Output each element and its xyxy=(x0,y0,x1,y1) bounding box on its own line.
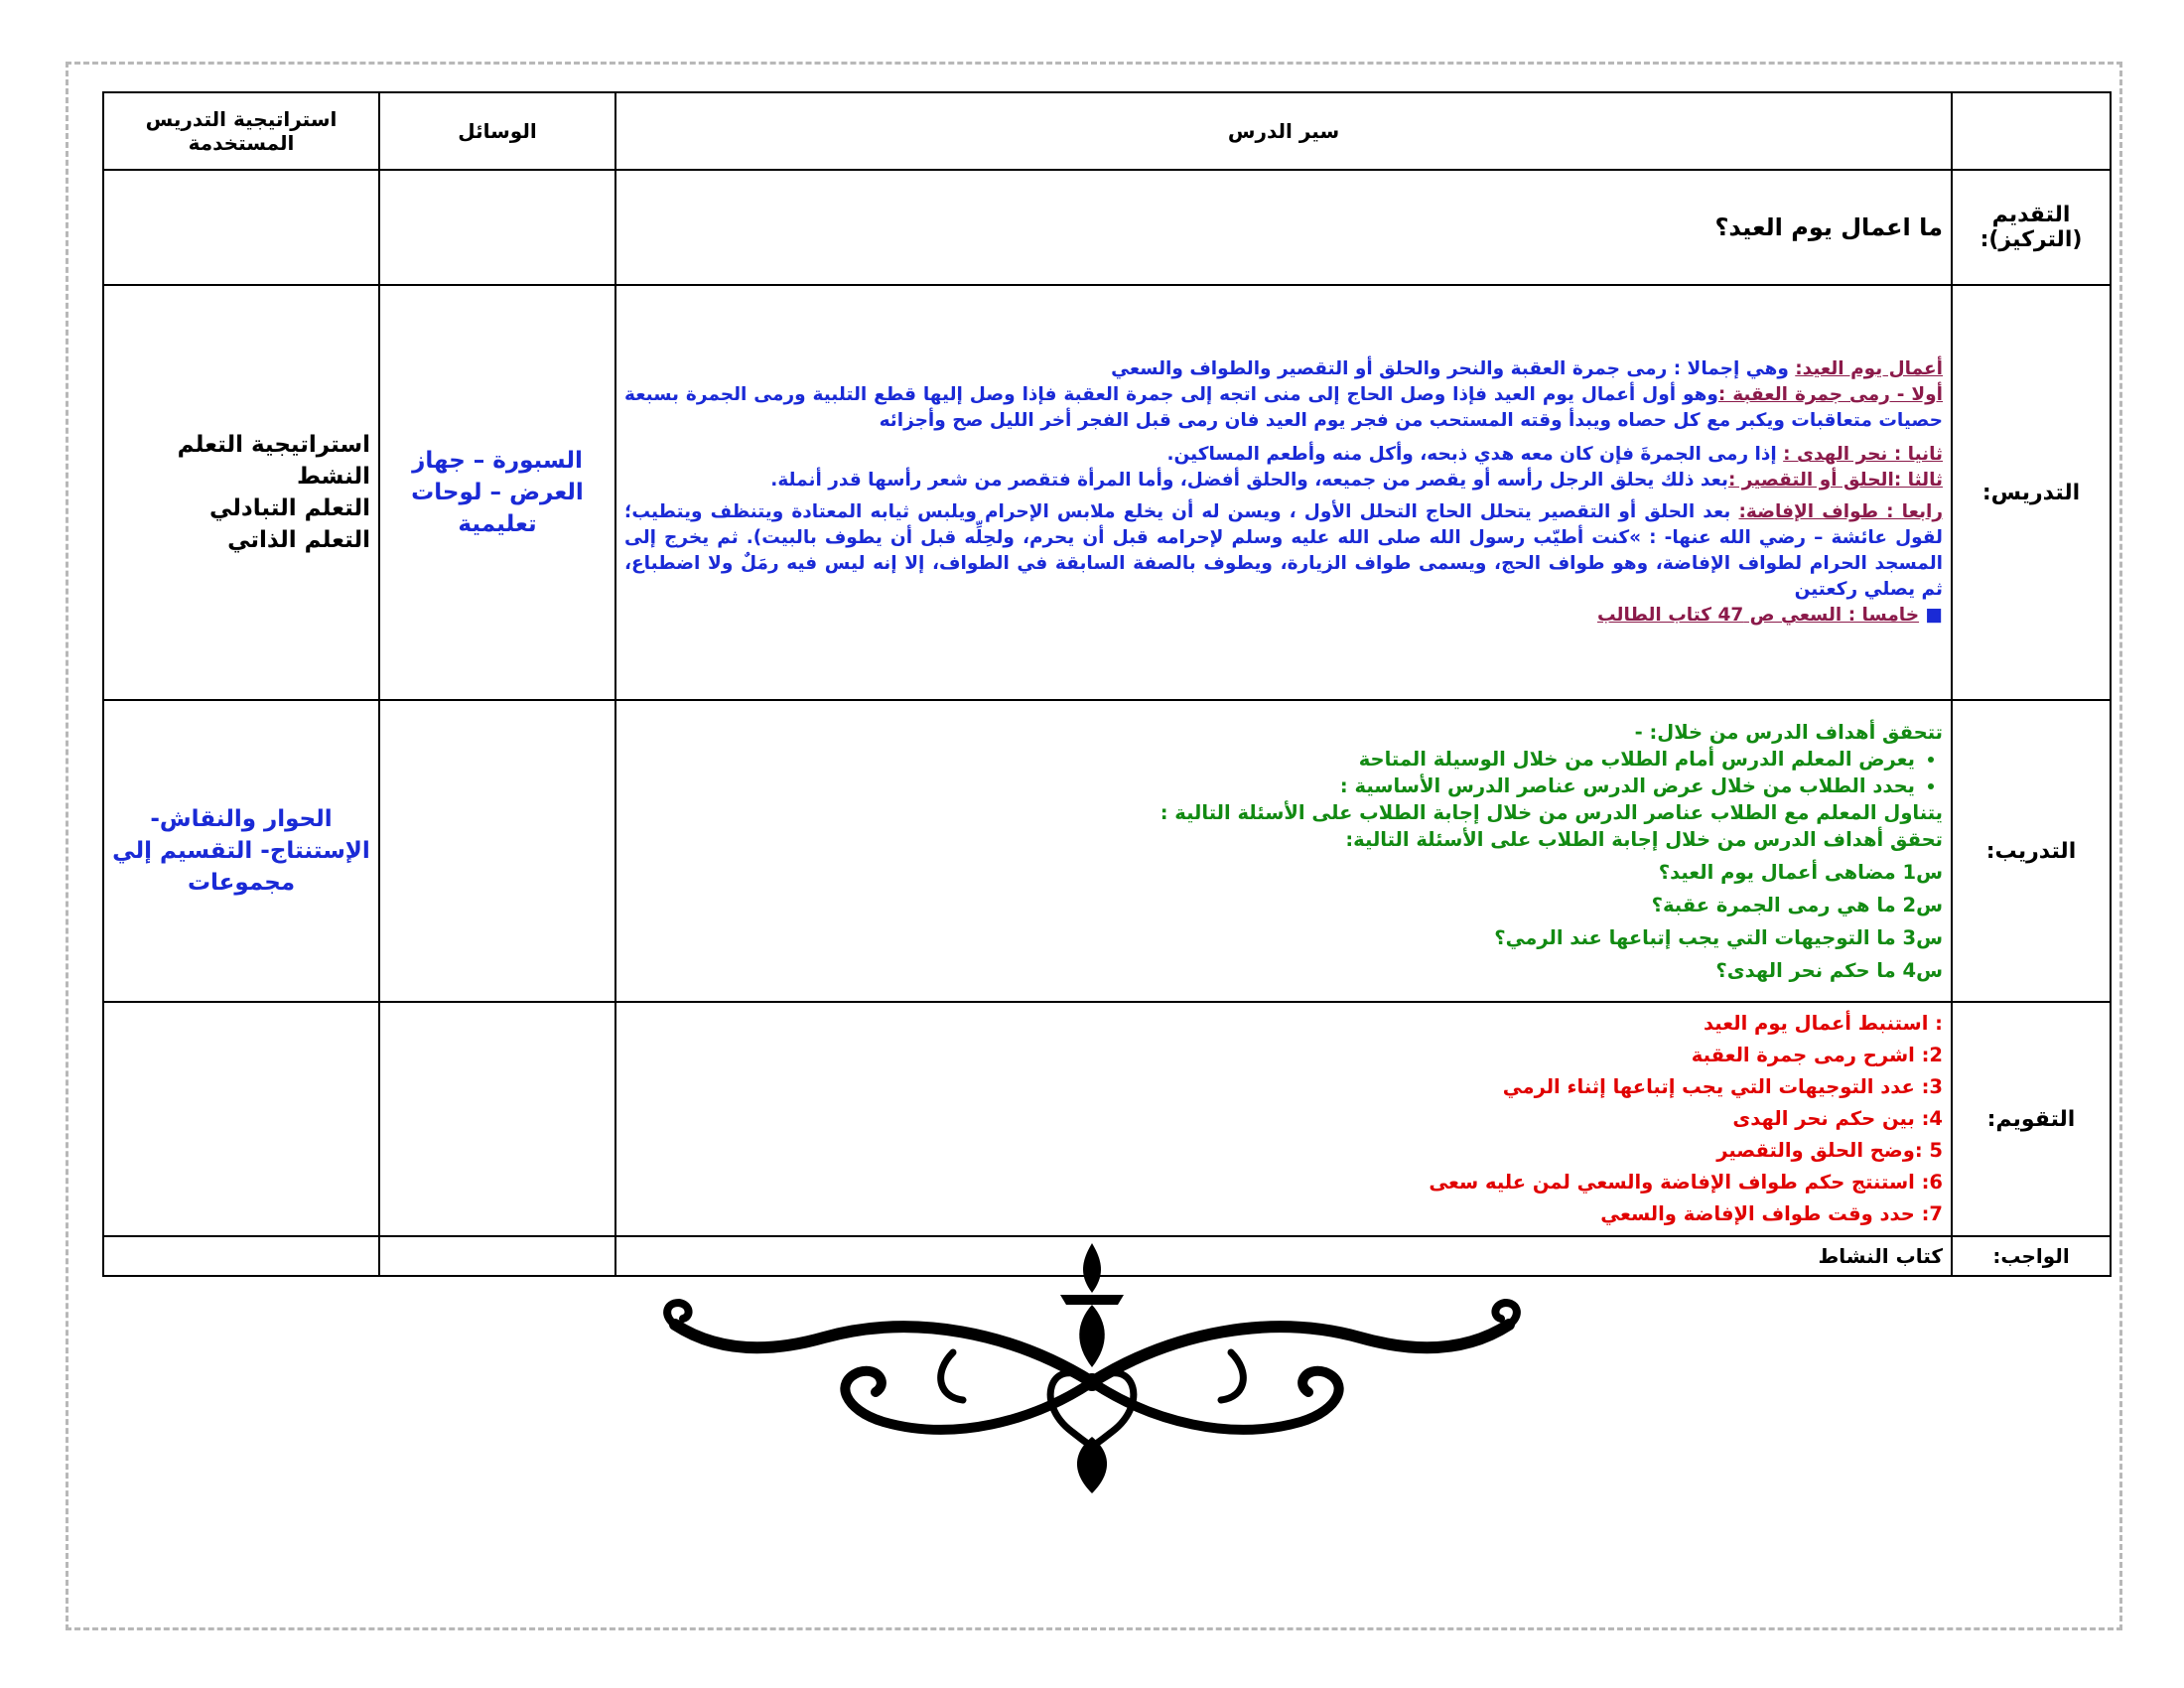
homework-text: كتاب النشاط xyxy=(615,1236,1952,1276)
lesson-plan-table xyxy=(102,91,2112,1277)
teach-text-3: إذا رمى الجمرةَ فإن كان معه هدي ذبحه، وأكل منه وأطعم المساكين. xyxy=(1166,444,1784,465)
teaching-tools: السبورة – جهاز العرض – لوحات تعليمية xyxy=(379,285,615,700)
header-lesson-flow: سير الدرس xyxy=(615,92,1952,170)
training-line-4: تحقق أهداف الدرس من خلال إجابة الطلاب على الأسئلة التالية: xyxy=(1345,827,1943,851)
teach-title-2: أولا - رمى جمرة العقبة : xyxy=(1717,384,1943,405)
strategy-item: استراتيجية التعلم النشط xyxy=(177,432,370,490)
training-content xyxy=(615,700,1952,1002)
teaching-strategies xyxy=(103,285,379,700)
training-intro: تتحقق أهداف الدرس من خلال: - xyxy=(1634,720,1943,744)
evaluation-label: التقويم: xyxy=(1952,1002,2111,1236)
intro-tools xyxy=(379,170,615,285)
header-tools: الوسائل xyxy=(379,92,615,170)
training-tools xyxy=(379,700,615,1002)
teaching-label: التدريس: xyxy=(1952,285,2111,700)
teaching-row xyxy=(103,285,2111,700)
teach-line-5 xyxy=(624,499,1943,603)
eval-item: 2: اشرح رمى جمرة العقبة xyxy=(1691,1044,1943,1066)
eval-item: : استنبط أعمال يوم العيد xyxy=(1704,1012,1943,1035)
list-item: • يحدد الطلاب من خلال عرض الدرس عناصر الدرس الأساسية : xyxy=(624,773,1915,799)
training-bullets xyxy=(624,746,1943,799)
teach-text-5: بعد الحلق أو التقصير يتحلل الحاج التحلل الأول ، ويسن له أن يخلع ملابس الإحرام ويلبس ثيابه المعتادة ويتنظف ويتطيب؛لقول عائشة – رضي الله عنها- : »كنت أطيّب رسول الله صلى الله عليه وسلم لإحرامه قبل أن يحرم، ولحِلِّه قبل أن يطوف بالبيت). ثم يخرج إلى المسجد الحرام لطواف الإفاضة، وهو طواف الحج، ويسمى طواف الزيارة، ويطوف بالصفة السابقة في الطواف، إلا إنه ليس فيه رمَلٌ ولا اضطباع، ثم يصلي ركعتين xyxy=(624,501,1943,600)
teach-title-6: خامسا : السعي ص 47 كتاب الطالب xyxy=(1596,605,1920,626)
question-3: س3 ما التوجيهات التي يجب إتباعها عند الرمي؟ xyxy=(1494,925,1943,949)
evaluation-strategy xyxy=(103,1002,379,1236)
teach-title-4: ثالثا :الحلق أو التقصير : xyxy=(1727,470,1943,491)
teach-line-4 xyxy=(624,468,1943,493)
header-empty xyxy=(1952,92,2111,170)
teach-text-2: وهو أول أعمال يوم العيد فإذا وصل الحاج إلى منى اتجه إلى جمرة العقبة فإذا وصل إليها قطع التلبية ورمى الجمرة بسبعة حصيات متعاقبات ويكبر مع كل حصاه ويبدأ وقته المستحب من فجر يوم العيد فان رمى قبل الفجر أخر الليل صح وأجزائه xyxy=(624,384,1943,431)
training-label: التدريب: xyxy=(1952,700,2111,1002)
list-item: • يعرض المعلم الدرس أمام الطلاب من خلال الوسيلة المتاحة xyxy=(624,746,1915,773)
teach-line-3 xyxy=(624,442,1943,468)
strategy-item: التعلم التبادلي xyxy=(209,495,370,521)
intro-row xyxy=(103,170,2111,285)
eval-item: 4: بين حكم نحر الهدى xyxy=(1732,1107,1943,1130)
teach-title-1: أعمال يوم العيد: xyxy=(1795,358,1943,379)
bullet-square-icon: ■ xyxy=(1925,605,1943,626)
teach-line-6 xyxy=(624,603,1943,629)
teach-text-4: بعد ذلك يحلق الرجل رأسه أو يقصر من جميعه، والحلق أفضل، وأما المرأة فتقصر من شعر رأسها قدر أنملة. xyxy=(770,470,1728,491)
teach-text-1: وهي إجمالا : رمى جمرة العقبة والنحر والحلق أو التقصير والطواف والسعي xyxy=(1111,358,1796,379)
training-row xyxy=(103,700,2111,1002)
eval-item: 3: عدد التوجيهات التي يجب إتباعها إثناء الرمي xyxy=(1502,1075,1943,1098)
question-2: س2 ما هي رمى الجمرة عقبة؟ xyxy=(1651,893,1943,916)
teach-title-5: رابعا : طواف الإفاضة: xyxy=(1738,501,1944,522)
decorative-ornament-icon xyxy=(655,1233,1529,1501)
intro-label: التقديم (التركيز): xyxy=(1952,170,2111,285)
evaluation-tools xyxy=(379,1002,615,1236)
strategy-item: التعلم الذاتي xyxy=(227,527,370,553)
evaluation-row xyxy=(103,1002,2111,1236)
evaluation-content xyxy=(615,1002,1952,1236)
training-strategy: الحوار والنقاش- الإستنتاج- التقسيم إلي مجموعات xyxy=(103,700,379,1002)
homework-strategy xyxy=(103,1236,379,1276)
eval-item: 7: حدد وقت طواف الإفاضة والسعي xyxy=(1600,1202,1943,1225)
header-row xyxy=(103,92,2111,170)
question-4: س4 ما حكم نحر الهدى؟ xyxy=(1715,958,1943,982)
homework-tools xyxy=(379,1236,615,1276)
training-line-3: يتناول المعلم مع الطلاب عناصر الدرس من خلال إجابة الطلاب على الأسئلة التالية : xyxy=(1160,800,1943,824)
teach-line-2 xyxy=(624,382,1943,434)
teach-line-1 xyxy=(624,356,1943,382)
teaching-content xyxy=(615,285,1952,700)
eval-item: 5 :وضح الحلق والتقصير xyxy=(1716,1139,1943,1162)
question-1: س1 مضاهى أعمال يوم العيد؟ xyxy=(1658,860,1943,884)
teach-title-3: ثانيا : نحر الهدى : xyxy=(1783,444,1943,465)
intro-strategy xyxy=(103,170,379,285)
eval-item: 6: استنتج حكم طواف الإفاضة والسعي لمن عليه سعى xyxy=(1429,1171,1943,1194)
header-strategy: استراتيجية التدريس المستخدمة xyxy=(103,92,379,170)
intro-question: ما اعمال يوم العيد؟ xyxy=(615,170,1952,285)
homework-label: الواجب: xyxy=(1952,1236,2111,1276)
